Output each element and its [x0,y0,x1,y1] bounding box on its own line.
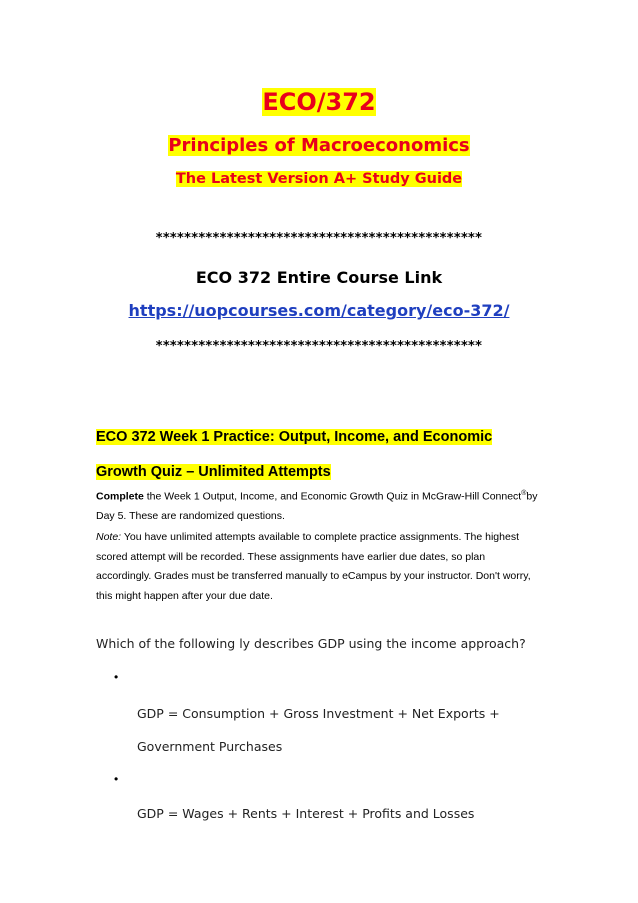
option-2: GDP = Wages + Rents + Interest + Profits and Losses [137,806,475,821]
complete-label: Complete [96,490,144,503]
star-divider-top: ********************************************** [155,231,483,246]
note-text: You have unlimited attempts available to complete practice assignments. The highest scored attempt will be recorded. These assignments have earlier due dates, so plan accordingly. Grades must be transferred manually to eCampus by your instructor. Don't worry, this might happen after your due date. [96,531,531,602]
question-text: Which of the following ly describes GDP using the income approach? [96,636,526,651]
option-bullet-2: • [114,772,119,786]
complete-text-2: by Day 5. These are randomized questions. [96,490,538,522]
note-paragraph [96,528,542,606]
complete-text: the Week 1 Output, Income, and Economic Growth Quiz in McGraw-Hill Connect [143,490,522,503]
instructions-paragraph [96,484,542,526]
note-label: Note: [96,531,122,543]
course-name [0,133,638,159]
course-code [0,86,638,118]
assignment-heading-line2: Growth Quiz – Unlimited Attempts [96,464,331,480]
star-divider-bottom: ********************************************** [155,339,483,354]
option-bullet-1: • [114,670,119,684]
course-code-text: ECO/372 [262,88,376,116]
tagline [0,169,638,189]
assignment-heading [96,420,542,490]
course-name-text: Principles of Macroeconomics [168,135,470,156]
assignment-heading-line1: ECO 372 Week 1 Practice: Output, Income, and Economic [96,429,493,445]
registered-mark: ® [521,490,527,497]
option-1: GDP = Consumption + Gross Investment + Net Exports + Government Purchases [137,706,500,754]
tagline-text: The Latest Version A+ Study Guide [175,171,463,187]
course-link-heading: ECO 372 Entire Course Link [195,268,443,287]
course-link[interactable]: https://uopcourses.com/category/eco-372/ [128,301,510,320]
